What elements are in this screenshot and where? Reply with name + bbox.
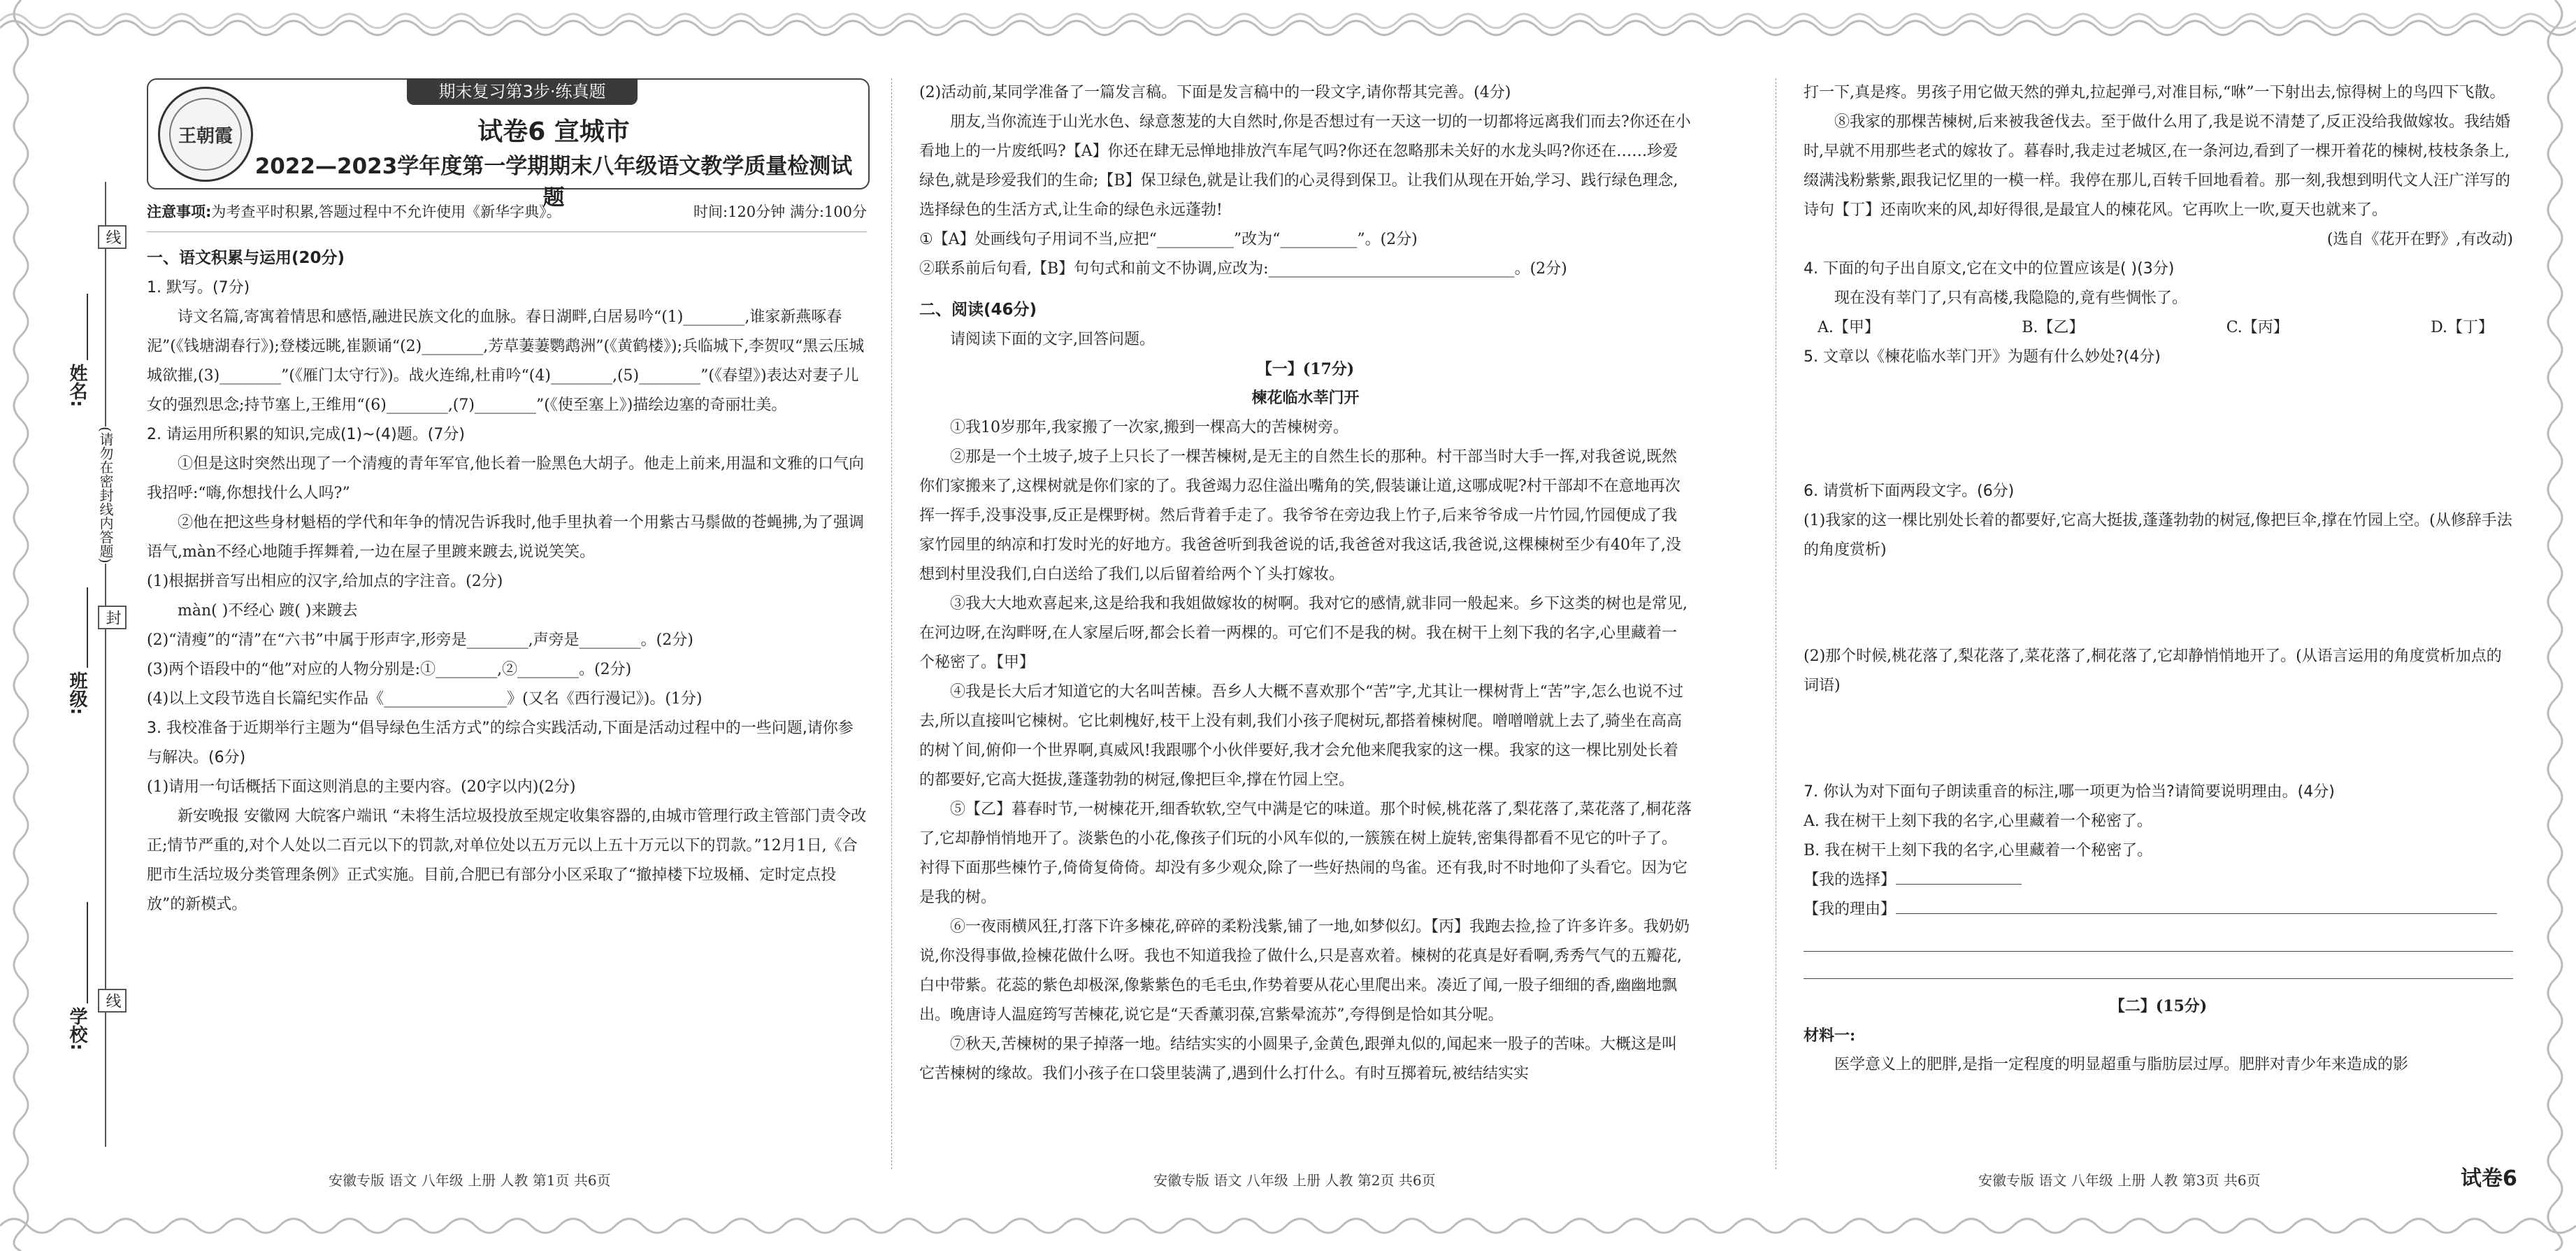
section-2-heading: 二、阅读(46分) xyxy=(919,301,1037,319)
material-1-text: 医学意义上的肥胖,是指一定程度的明显超重与脂肪层过厚。肥胖对青少年来造成的影 xyxy=(1834,1056,2408,1073)
question-6-sub-2-answer-space[interactable] xyxy=(1804,701,2513,778)
school-field-line[interactable] xyxy=(87,902,88,1003)
seal-mark-middle: 封 xyxy=(98,606,127,629)
question-2-sub-1: (1)根据拼音写出相应的汉字,给加点的字注音。(2分) xyxy=(147,573,503,590)
reading-part-2-heading: 【二】(15分) xyxy=(2109,997,2208,1015)
paper-subtitle: 2022—2023学年度第一学期期末八年级语文教学质量检测试题 xyxy=(254,154,853,210)
page-footer-1: 安徽专版 语文 八年级 上册 人教 第1页 共6页 xyxy=(329,1172,611,1189)
paper-header xyxy=(147,78,870,210)
option-d[interactable]: D.【丁】 xyxy=(2431,319,2494,336)
option-a[interactable]: A.【甲】 xyxy=(1818,319,1880,336)
question-7-option-a: A. 我在树干上刻下我的名字,心里藏着一个秘密了。 xyxy=(1804,813,2152,830)
question-2-sub-4[interactable]: (4)以上文段节选自长篇纪实作品《________________》(又名《西行漫记》)。(1分) xyxy=(147,690,703,708)
article-paragraph-6: ⑥一夜雨横风狂,打落下许多楝花,碎碎的柔粉浅紫,铺了一地,如梦似幻。【丙】我跑去捡,捡了许多许多。我奶奶说,你没得事做,捡楝花做什么呀。我也不知道我捡了做什么,只是喜欢着。楝树的花真是好看啊,秀秀气气的五瓣花,白中带紫。花蕊的紫色却极深,像紫紫色的毛毛虫,作势着要从花心里爬出来。凑近了闻,一股子细细的香,幽幽地飘出。晚唐诗人温庭筠写苦楝花,说它是“天香薰羽葆,宫紫晕流苏”,夸得倒是恰如其分呢。 xyxy=(919,918,1690,1024)
article-paragraph-8: ⑧我家的那棵苦楝树,后来被我爸伐去。至于做什么用了,我是说不清楚了,反正没给我做嫁妆。我结婚时,早就不用那些老式的嫁妆了。暮春时,我走过老城区,在一条河边,看到了一棵开着花的楝树,枝枝条条上,缀满浅粉紫紫,跟我记忆里的一模一样。我停在那儿,百转千回地看着。那一刻,我想到明代文人汪广洋写的诗句【丁】还南吹来的风,却好得很,是最宜人的楝花风。它再吹上一吹,夏天也就来了。 xyxy=(1804,113,2510,219)
page-1-column xyxy=(147,78,867,920)
paper-number: 试卷6 xyxy=(2461,1166,2517,1191)
column-divider-1 xyxy=(891,78,892,1169)
page-3-column xyxy=(1804,78,2513,1080)
speech-text: 朋友,当你流连于山光水色、绿意葱茏的大自然时,你是否想过有一天这一切的一切都将远离我们而去?你还在小看地上的一片废纸吗?【A】你还在肆无忌惮地排放汽车尾气吗?你还在忽略那未关好的水龙头吗?你还在……珍爱绿色,就是珍爱我们的生命;【B】保卫绿色,就是让我们的心灵得到保卫。让我们从现在开始,学习、践行绿色理念,选择绿色的生活方式,让生命的绿色永远蓬勃! xyxy=(919,113,1691,219)
article-title: 楝花临水莘门开 xyxy=(1251,389,1360,407)
decorative-border-right xyxy=(2535,0,2576,1251)
name-label: 姓名: xyxy=(66,364,87,408)
seal-mark-top: 线 xyxy=(98,225,127,249)
question-6-sub-2: (2)那个时候,桃花落了,梨花落了,菜花落了,桐花落了,它却静悄悄地开了。(从语言运用的角度赏析加点的词语) xyxy=(1804,648,2502,694)
seal-warning-note: (请勿在密封线内答题) xyxy=(97,427,114,564)
question-6: 6. 请赏析下面两段文字。(6分) xyxy=(1804,482,2015,500)
publisher-logo: 王朝霞 xyxy=(158,87,253,182)
article-paragraph-5: ⑤【乙】暮春时节,一树楝花开,细香软软,空气中满是它的味道。那个时候,桃花落了,梨花落了,菜花落了,桐花落了,它却静悄悄地开了。淡紫色的小花,像孩子们玩的小风车似的,一簇簇在树上旋转,密集得都看不见它的叶子了。衬得下面那些楝竹子,倚倚复倚倚。却没有多少观众,除了一些好热闹的鸟雀。还有我,时不时地仰了头看它。因为它是我的树。 xyxy=(919,801,1692,906)
question-6-sub-1: (1)我家的这一棵比别处长着的都要好,它高大挺拔,蓬蓬勃勃的树冠,像把巨伞,撑在竹园上空。(从修辞手法的角度赏析) xyxy=(1804,512,2512,559)
question-2-passage-1: ①但是这时突然出现了一个清瘦的青年军官,他长着一脸黑色大胡子。他走上前来,用温和文雅的口气向我招呼:“嗨,你想找什么人吗?” xyxy=(147,455,864,502)
question-3-sub-2b[interactable]: ②联系前后句看,【B】句句式和前文不协调,应改为:________________________________。(2分) xyxy=(919,260,1567,278)
decorative-border-top xyxy=(0,0,2576,39)
question-7-choice[interactable]: 【我的选择】 xyxy=(1804,866,2513,895)
page-footer-3: 安徽专版 语文 八年级 上册 人教 第3页 共6页 xyxy=(1978,1172,2261,1189)
school-label: 学校: xyxy=(66,1007,87,1051)
option-c[interactable]: C.【丙】 xyxy=(2226,319,2289,336)
question-2-sub-3[interactable]: (3)两个语段中的“他”对应的人物分别是:①________,②________。(2分) xyxy=(147,661,632,678)
question-1: 1. 默写。(7分) xyxy=(147,279,250,296)
name-field-line[interactable] xyxy=(87,294,88,360)
decorative-border-left xyxy=(0,0,41,1251)
question-7: 7. 你认为对下面句子朗读重音的标注,哪一项更为恰当?请简要说明理由。(4分) xyxy=(1804,783,2335,801)
section-1-heading: 一、语文积累与运用(20分) xyxy=(147,249,345,267)
material-1-label: 材料一: xyxy=(1804,1027,1856,1045)
article-paragraph-7: ⑦秋天,苦楝树的果子掉落一地。结结实实的小圆果子,金黄色,跟弹丸似的,闻起来一股子的苦味。大概这是叫它苦楝树的缘故。我们小孩子在口袋里装满了,遇到什么打什么。有时互掷着玩,被结结实实 xyxy=(919,1036,1677,1082)
article-paragraph-3: ③我大大地欢喜起来,这是给我和我姐做嫁妆的树啊。我对它的感情,就非同一般起来。乡下这类的树也是常见,在河边呀,在沟畔呀,在人家屋后呀,都会长着一两棵的。可它们不是我的树。我在树干上刻下我的名字,心里藏着一个秘密了。【甲】 xyxy=(919,595,1688,671)
page-footer-2: 安徽专版 语文 八年级 上册 人教 第2页 共6页 xyxy=(1153,1172,1436,1189)
option-b[interactable]: B.【乙】 xyxy=(2022,319,2085,336)
answer-line[interactable] xyxy=(1804,924,2513,952)
question-2: 2. 请运用所积累的知识,完成(1)~(4)题。(7分) xyxy=(147,426,465,443)
question-3-news: 新安晚报 安徽网 大皖客户端讯 “未将生活垃圾投放至规定收集容器的,由城市管理行政主管部门责令改正;情节严重的,对个人处以二百元以下的罚款,对单位处以五万元以上五十万元以下的罚款。”12月1日,《合肥市生活垃圾分类管理条例》正式实施。目前,合肥已有部分小区采取了“撤掉楼下垃圾桶、定时定点投放”的新模式。 xyxy=(147,808,867,913)
question-5: 5. 文章以《楝花临水莘门开》为题有什么妙处?(4分) xyxy=(1804,348,2161,366)
article-paragraph-7-cont: 打一下,真是疼。男孩子用它做天然的弹丸,拉起弹弓,对准目标,“咻”一下射出去,惊得树上的鸟四下飞散。 xyxy=(1804,84,2505,101)
article-source: (选自《花开在野》,有改动) xyxy=(2326,231,2513,248)
question-3: 3. 我校准备于近期举行主题为“倡导绿色生活方式”的综合实践活动,下面是活动过程中的一些问题,请你参与解决。(6分) xyxy=(147,720,854,766)
decorative-border-bottom xyxy=(0,1212,2576,1251)
seal-mark-bottom: 线 xyxy=(98,989,127,1013)
question-1-text[interactable]: 诗文名篇,寄寓着情思和感悟,融进民族文化的血脉。春日湖畔,白居易吟“(1)________,谁家新燕啄春泥”(《钱塘湖春行》);登楼远眺,崔颢诵“(2)________,芳草萋萋鹦鹉洲”(《黄鹤楼》);兵临城下,李贺叹“黑云压城城欲摧,(3)________”(《雁门太守行》)。战火连绵,杜甫吟“(4)________,(5)________”(《春望》)表达对妻子儿女的强烈思念;持节塞上,王维用“(6)________,(7)________”(《使至塞上》)描绘边塞的奇丽壮美。 xyxy=(147,308,865,414)
question-6-sub-1-answer-space[interactable] xyxy=(1804,565,2513,642)
reading-intro: 请阅读下面的文字,回答问题。 xyxy=(950,331,1155,348)
question-3-sub-2: (2)活动前,某同学准备了一篇发言稿。下面是发言稿中的一段文字,请你帮其完善。(4分) xyxy=(919,84,1511,101)
exam-notice: 注意事项:为考查平时积累,答题过程中不允许使用《新华字典》。 时间:120分钟 满分:100分 xyxy=(147,201,867,232)
question-3-sub-1: (1)请用一句话概括下面这则消息的主要内容。(20字以内)(2分) xyxy=(147,778,576,796)
question-7-option-b: B. 我在树干上刻下我的名字,心里藏着一个秘密了。 xyxy=(1804,842,2153,859)
question-4: 4. 下面的句子出自原文,它在文中的位置应该是( )(3分) xyxy=(1804,260,2175,278)
article-paragraph-1: ①我10岁那年,我家搬了一次家,搬到一棵高大的苦楝树旁。 xyxy=(950,419,1348,436)
question-4-sentence: 现在没有莘门了,只有高楼,我隐隐的,竟有些惆怅了。 xyxy=(1834,289,2187,307)
question-4-options xyxy=(1804,313,2513,343)
answer-line[interactable] xyxy=(1804,952,2513,979)
article-paragraph-2: ②那是一个土坡子,坡子上只长了一棵苦楝树,是无主的自然生长的那种。村干部当时大手一挥,对我爸说,既然你们家搬来了,这棵树就是你们家的了。我爸竭力忍住溢出嘴角的笑,假装谦让道,这哪成呢?村干部却不在意地再次挥一挥手,没事没事,反正是棵野树。然后背着手走了。我爷爷在旁边我上竹子,后来爷爷成一片竹园,竹园便成了我家竹园里的纳凉和打发时光的好地方。我爸爸听到我爸说的话,我爸爸对我这话,我爸说,这棵楝树至少有40年了,没想到村里没我们,白白送给了我们,以后留着给两个丫头打嫁妆。 xyxy=(919,448,1681,583)
question-2-sub-1-blanks[interactable]: màn( )不经心 踱( )来踱去 xyxy=(178,602,358,620)
question-5-answer-space[interactable] xyxy=(1804,372,2513,477)
question-2-sub-2[interactable]: (2)“清瘦”的“清”在“六书”中属于形声字,形旁是________,声旁是________。(2分) xyxy=(147,631,693,649)
reading-part-1-heading: 【一】(17分) xyxy=(1256,360,1355,378)
class-field-line[interactable] xyxy=(87,587,88,668)
page-2-column xyxy=(919,78,1692,1089)
class-label: 班级: xyxy=(66,671,87,715)
question-7-reason[interactable]: 【我的理由】 xyxy=(1804,895,2513,924)
question-3-sub-2a[interactable]: ①【A】处画线句子用词不当,应把“__________”改为“__________”。(2分) xyxy=(919,231,1418,248)
article-paragraph-4: ④我是长大后才知道它的大名叫苦楝。吾乡人大概不喜欢那个“苦”字,尤其让一棵树背上“苦”字,怎么也说不过去,所以直接叫它楝树。它比刺槐好,枝干上没有刺,我们小孩子爬树玩,都搭着楝树爬。噌噌噌就上去了,骑坐在高高的树丫间,俯仰一个世界啊,真威风!我跟哪个小伙伴要好,我才会允他来爬我家的这一棵。我家的这一棵比别处长着的都要好,它高大挺拔,蓬蓬勃勃的树冠,像把巨伞,撑在竹园上空。 xyxy=(919,683,1683,789)
review-step-banner: 期末复习第3步·练真题 xyxy=(407,78,638,105)
paper-title: 试卷6 宣城市 xyxy=(477,117,630,146)
exam-time: 时间:120分钟 满分:100分 xyxy=(693,203,867,220)
question-2-passage-2: ②他在把这些身材魁梧的学代和年争的情况告诉我时,他手里执着一个用紫古马鬃做的苍蝇拂,为了强调语气,màn不经心地随手挥舞着,一边在屋子里踱来踱去,说说笑笑。 xyxy=(147,514,864,561)
